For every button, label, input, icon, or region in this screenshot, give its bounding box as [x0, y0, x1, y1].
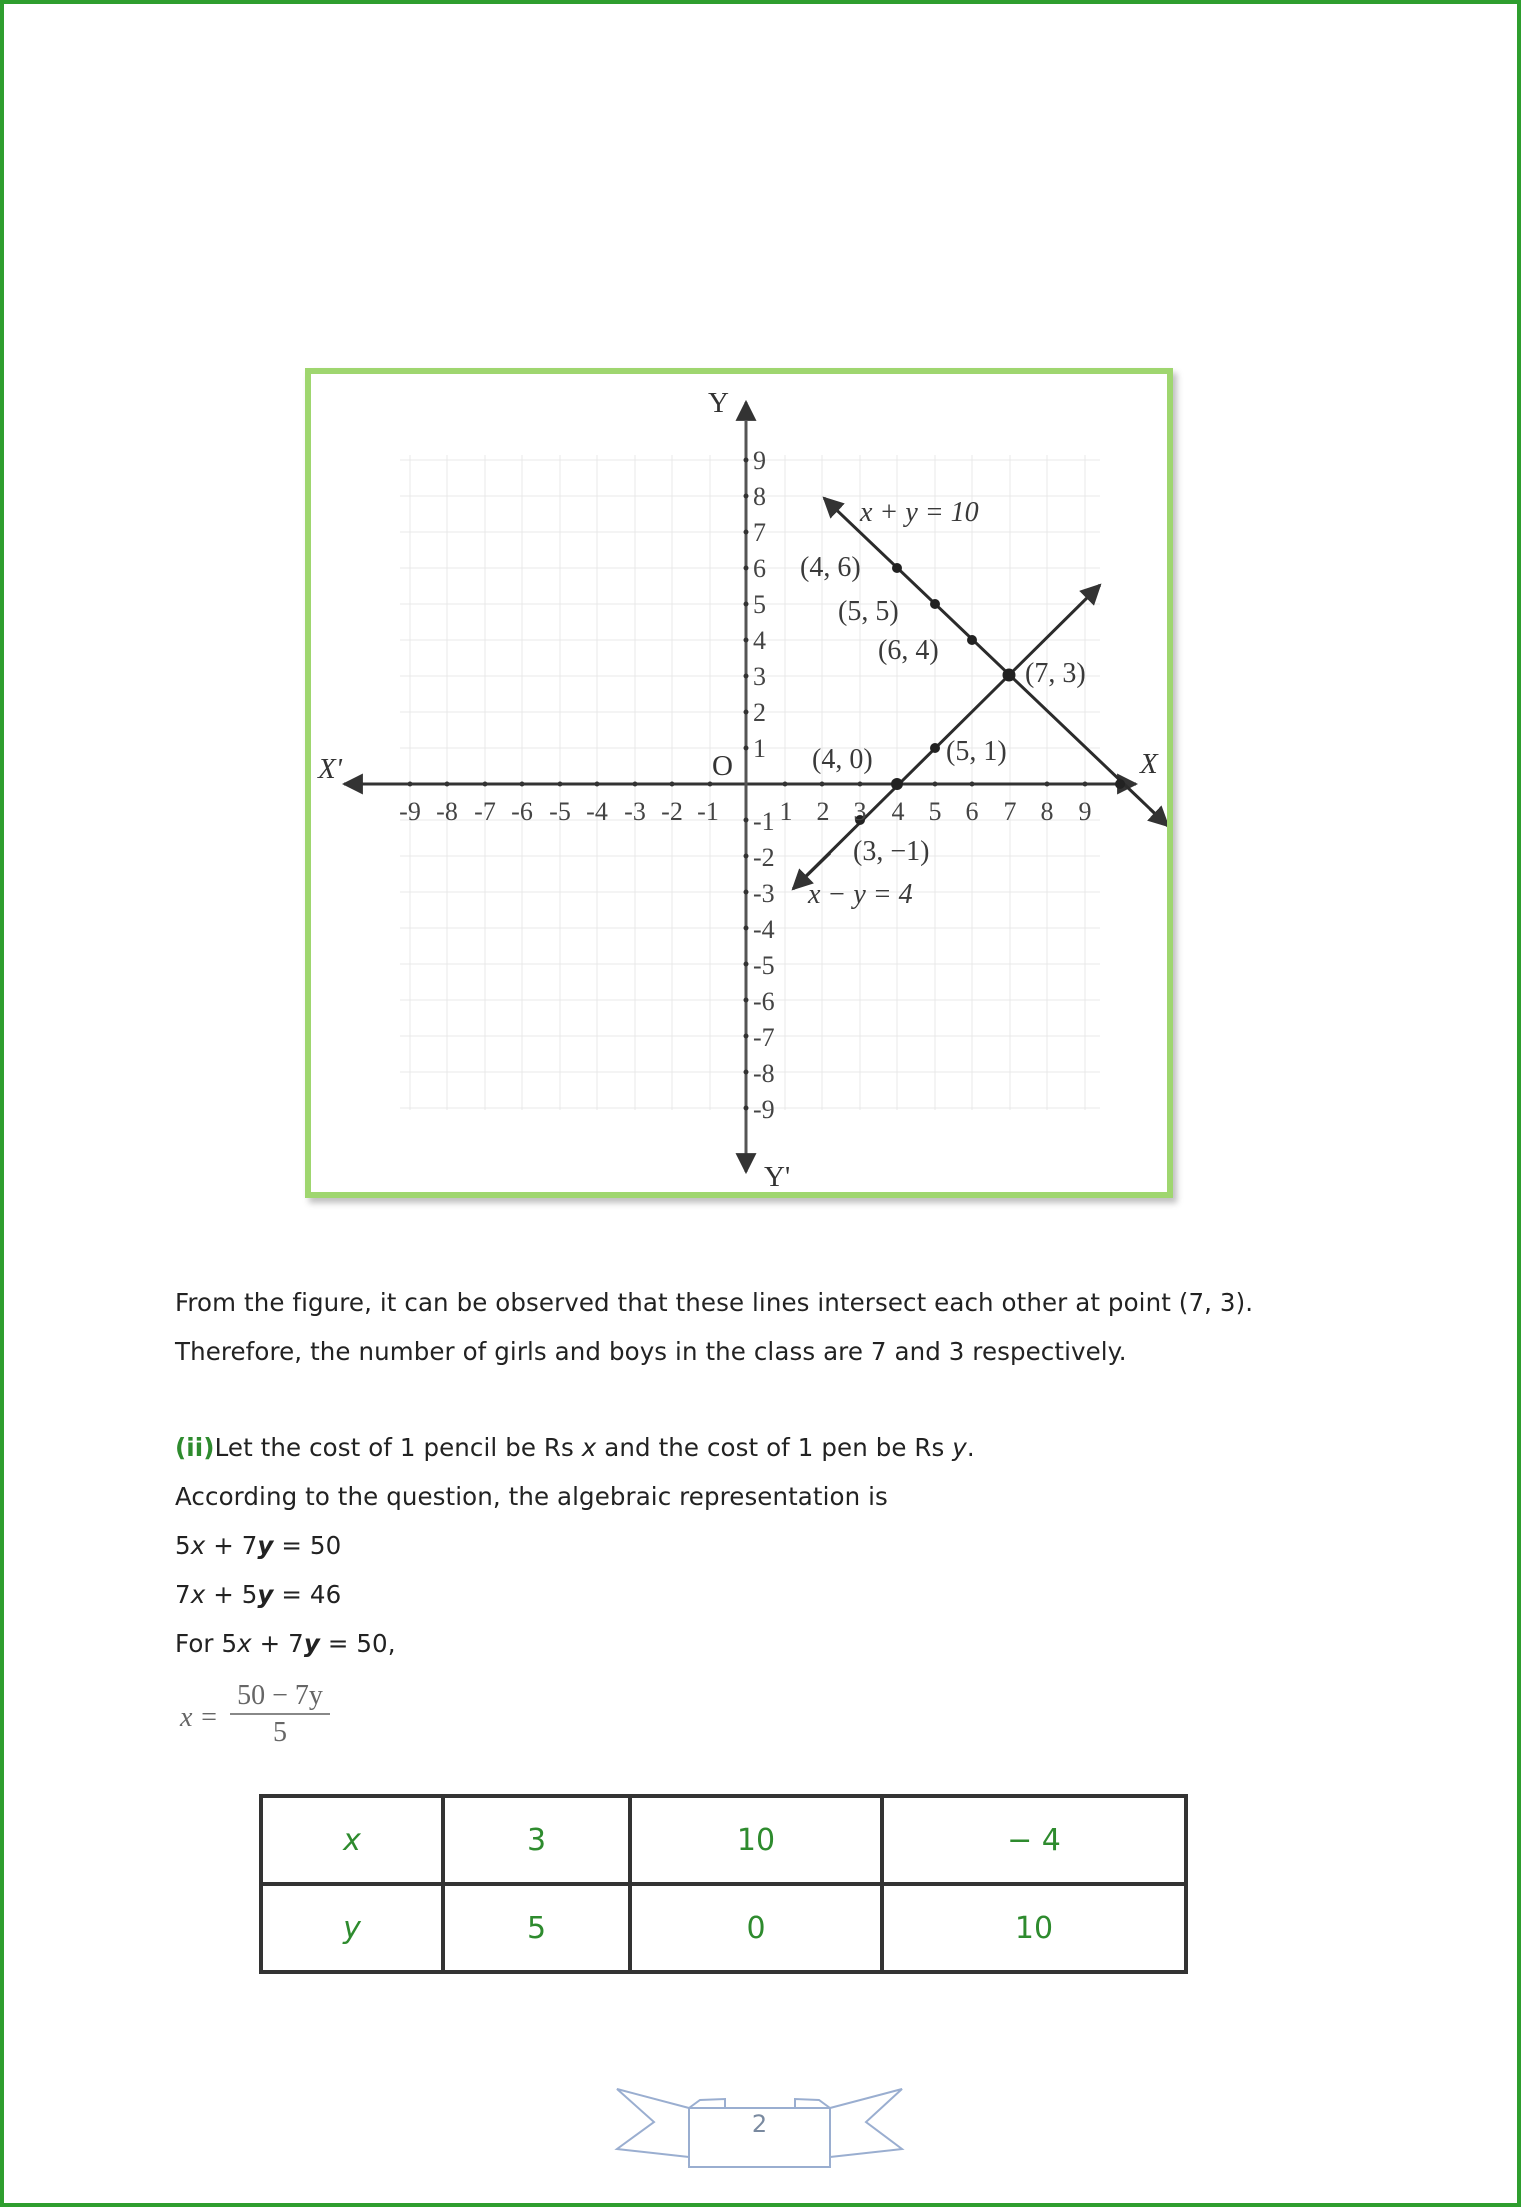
svg-text:-9: -9 — [753, 1095, 775, 1124]
svg-text:-6: -6 — [511, 797, 533, 826]
point-label-4-6: (4, 6) — [800, 552, 861, 583]
svg-text:6: 6 — [965, 797, 979, 826]
equation-2: 7x + 5y = 46 — [175, 1580, 342, 1609]
part-ii-intro: (ii)Let the cost of 1 pencil be Rs x and the cost of 1 pen be Rs y. — [175, 1433, 975, 1462]
point-label-7-3: (7, 3) — [1025, 658, 1086, 689]
svg-text:1: 1 — [753, 734, 766, 763]
table-cell: − 4 — [882, 1796, 1186, 1884]
svg-text:4: 4 — [891, 797, 905, 826]
svg-text:-4: -4 — [586, 797, 608, 826]
svg-text:6: 6 — [753, 554, 766, 583]
row-label-x: x — [261, 1796, 443, 1884]
svg-text:-3: -3 — [753, 879, 775, 908]
point-label-3-neg1: (3, −1) — [853, 836, 930, 867]
svg-text:-2: -2 — [753, 843, 775, 872]
svg-text:-6: -6 — [753, 987, 775, 1016]
y-axis-label: Y — [708, 387, 729, 419]
svg-text:-5: -5 — [753, 951, 775, 980]
table-cell: 5 — [443, 1884, 630, 1972]
table-cell: 3 — [443, 1796, 630, 1884]
svg-text:3: 3 — [753, 662, 766, 691]
svg-text:4: 4 — [753, 626, 766, 655]
table-cell: 10 — [882, 1884, 1186, 1972]
svg-text:-2: -2 — [661, 797, 683, 826]
table-cell: 0 — [630, 1884, 882, 1972]
table-cell: 10 — [630, 1796, 882, 1884]
row-label-y: y — [261, 1884, 443, 1972]
svg-text:8: 8 — [753, 482, 766, 511]
svg-text:2: 2 — [753, 698, 766, 727]
point-label-5-1: (5, 1) — [946, 736, 1007, 767]
formula-numerator: 50 − 7y — [230, 1680, 330, 1715]
conclusion-line-1: From the figure, it can be observed that these lines intersect each other at point (7, 3). — [175, 1288, 1254, 1317]
point-label-4-0: (4, 0) — [812, 744, 873, 775]
part-label: (ii) — [175, 1433, 215, 1462]
svg-text:-4: -4 — [753, 915, 775, 944]
svg-text:7: 7 — [753, 518, 766, 547]
svg-text:9: 9 — [753, 446, 766, 475]
formula-denominator: 5 — [273, 1717, 287, 1748]
svg-text:-8: -8 — [753, 1059, 775, 1088]
origin-label: O — [712, 750, 733, 782]
svg-text:-9: -9 — [399, 797, 421, 826]
svg-text:-8: -8 — [436, 797, 458, 826]
formula-lhs: x = — [180, 1702, 219, 1733]
page-number: 2 — [751, 2110, 768, 2138]
svg-text:-7: -7 — [753, 1023, 775, 1052]
svg-text:-1: -1 — [753, 807, 775, 836]
algebraic-intro: According to the question, the algebraic representation is — [175, 1482, 888, 1511]
y-neg-axis-label: Y' — [764, 1161, 791, 1192]
svg-text:5: 5 — [928, 797, 942, 826]
line2-label: x − y = 4 — [808, 879, 913, 910]
line1-label: x + y = 10 — [860, 497, 979, 528]
equation-3: For 5x + 7y = 50, — [175, 1629, 396, 1658]
svg-text:3: 3 — [853, 797, 867, 826]
svg-text:-1: -1 — [697, 797, 719, 826]
point-label-6-4: (6, 4) — [878, 635, 939, 666]
svg-text:1: 1 — [779, 797, 793, 826]
svg-text:2: 2 — [816, 797, 830, 826]
x-axis-label: X — [1140, 748, 1158, 780]
conclusion-line-2: Therefore, the number of girls and boys in the class are 7 and 3 respectively. — [175, 1337, 1127, 1366]
svg-text:-7: -7 — [474, 797, 496, 826]
svg-text:-5: -5 — [549, 797, 571, 826]
svg-text:-3: -3 — [624, 797, 646, 826]
x-neg-axis-label: X' — [318, 753, 342, 785]
svg-text:7: 7 — [1003, 797, 1017, 826]
point-label-5-5: (5, 5) — [838, 596, 899, 627]
svg-text:8: 8 — [1040, 797, 1054, 826]
svg-text:9: 9 — [1078, 797, 1092, 826]
equation-1: 5x + 7y = 50 — [175, 1531, 342, 1560]
svg-text:5: 5 — [753, 590, 766, 619]
